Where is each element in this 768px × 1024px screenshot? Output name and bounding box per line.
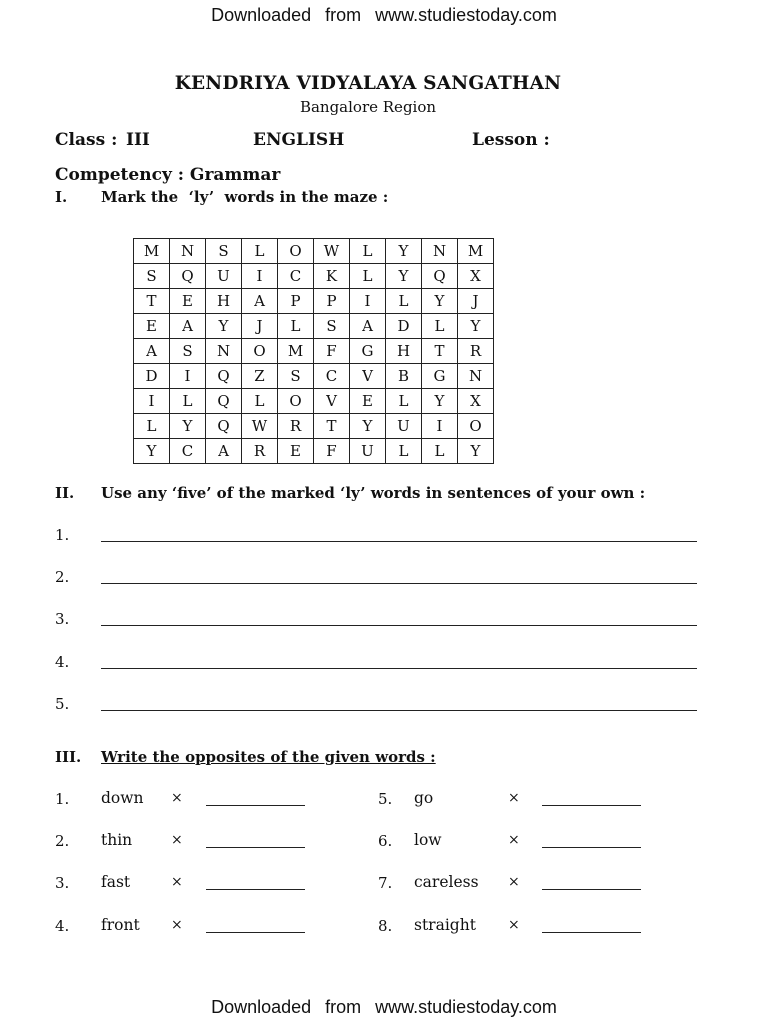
- opposite-number: 6.: [378, 832, 393, 850]
- maze-cell[interactable]: Y: [458, 314, 494, 339]
- opposite-answer-line[interactable]: [206, 847, 305, 848]
- maze-cell[interactable]: I: [422, 414, 458, 439]
- maze-cell[interactable]: Y: [386, 264, 422, 289]
- opposite-number: 8.: [378, 917, 393, 935]
- opposite-answer-line[interactable]: [542, 847, 641, 848]
- maze-cell[interactable]: M: [458, 239, 494, 264]
- word-maze: [133, 238, 494, 464]
- maze-cell[interactable]: X: [458, 389, 494, 414]
- maze-cell[interactable]: W: [314, 239, 350, 264]
- maze-cell[interactable]: P: [314, 289, 350, 314]
- answer-line[interactable]: [101, 710, 697, 711]
- q3-text: Write the opposites of the given words :: [101, 748, 436, 766]
- opposite-word: straight: [414, 916, 476, 934]
- opposite-word: careless: [414, 873, 479, 891]
- maze-row: [134, 389, 494, 414]
- maze-cell[interactable]: Y: [134, 439, 170, 464]
- answer-line[interactable]: [101, 668, 697, 669]
- maze-cell[interactable]: Y: [422, 289, 458, 314]
- maze-cell[interactable]: I: [170, 364, 206, 389]
- maze-cell[interactable]: Q: [206, 389, 242, 414]
- q2-line-number: 3.: [55, 610, 70, 628]
- watermark-from: from: [325, 997, 362, 1017]
- maze-row: [134, 239, 494, 264]
- maze-cell[interactable]: U: [350, 439, 386, 464]
- maze-cell[interactable]: N: [206, 339, 242, 364]
- maze-cell[interactable]: N: [170, 239, 206, 264]
- maze-cell[interactable]: F: [314, 439, 350, 464]
- times-symbol: ×: [508, 832, 520, 848]
- maze-cell[interactable]: B: [386, 364, 422, 389]
- maze-cell[interactable]: R: [242, 439, 278, 464]
- opposite-word: down: [101, 789, 144, 807]
- watermark-site: www.studiestoday.com: [375, 997, 557, 1017]
- maze-cell[interactable]: O: [278, 389, 314, 414]
- opposite-answer-line[interactable]: [206, 805, 305, 806]
- maze-cell[interactable]: H: [206, 289, 242, 314]
- opposite-answer-line[interactable]: [542, 805, 641, 806]
- maze-cell[interactable]: W: [242, 414, 278, 439]
- maze-cell[interactable]: U: [386, 414, 422, 439]
- maze-row: [134, 364, 494, 389]
- maze-cell[interactable]: V: [314, 389, 350, 414]
- maze-cell[interactable]: O: [242, 339, 278, 364]
- maze-cell[interactable]: L: [134, 414, 170, 439]
- opposite-number: 2.: [55, 832, 70, 850]
- maze-cell[interactable]: G: [422, 364, 458, 389]
- q1-number: I.: [55, 188, 68, 206]
- maze-cell[interactable]: T: [134, 289, 170, 314]
- maze-cell[interactable]: Y: [386, 239, 422, 264]
- maze-cell[interactable]: L: [242, 389, 278, 414]
- maze-cell[interactable]: D: [134, 364, 170, 389]
- maze-cell[interactable]: I: [350, 289, 386, 314]
- maze-cell[interactable]: S: [278, 364, 314, 389]
- maze-cell[interactable]: Y: [206, 314, 242, 339]
- maze-cell[interactable]: Q: [206, 364, 242, 389]
- maze-cell[interactable]: A: [350, 314, 386, 339]
- maze-cell[interactable]: O: [278, 239, 314, 264]
- maze-cell[interactable]: P: [278, 289, 314, 314]
- competency-heading: Competency : Grammar: [55, 165, 281, 185]
- opposite-word: go: [414, 789, 434, 807]
- maze-cell[interactable]: Y: [458, 439, 494, 464]
- times-symbol: ×: [171, 917, 183, 933]
- maze-cell[interactable]: J: [242, 314, 278, 339]
- watermark-word: Downloaded: [211, 997, 312, 1017]
- maze-cell[interactable]: Y: [422, 389, 458, 414]
- maze-cell[interactable]: M: [278, 339, 314, 364]
- maze-cell[interactable]: R: [458, 339, 494, 364]
- opposite-answer-line[interactable]: [542, 889, 641, 890]
- maze-cell[interactable]: A: [206, 439, 242, 464]
- opposite-word: fast: [101, 873, 131, 891]
- q1-text: Mark the ‘ly’ words in the maze :: [101, 188, 389, 206]
- maze-cell[interactable]: J: [458, 289, 494, 314]
- opposite-word: front: [101, 916, 140, 934]
- maze-cell[interactable]: Q: [206, 414, 242, 439]
- q2-line-number: 4.: [55, 653, 70, 671]
- maze-cell[interactable]: D: [386, 314, 422, 339]
- class-value: III: [126, 130, 150, 150]
- maze-cell[interactable]: Y: [170, 414, 206, 439]
- watermark-word: Downloaded: [211, 5, 312, 25]
- times-symbol: ×: [171, 874, 183, 890]
- q2-text: Use any ‘five’ of the marked ‘ly’ words in sentences of your own :: [101, 484, 646, 502]
- maze-cell[interactable]: S: [314, 314, 350, 339]
- q2-number: II.: [55, 484, 75, 502]
- maze-cell[interactable]: E: [170, 289, 206, 314]
- maze-cell[interactable]: N: [458, 364, 494, 389]
- maze-cell[interactable]: Z: [242, 364, 278, 389]
- maze-cell[interactable]: G: [350, 339, 386, 364]
- opposite-number: 7.: [378, 874, 393, 892]
- maze-cell[interactable]: L: [278, 314, 314, 339]
- answer-line[interactable]: [101, 583, 697, 584]
- maze-cell[interactable]: R: [278, 414, 314, 439]
- maze-cell[interactable]: O: [458, 414, 494, 439]
- region-subtitle: Bangalore Region: [299, 98, 437, 116]
- maze-cell[interactable]: L: [170, 389, 206, 414]
- maze-cell[interactable]: Y: [350, 414, 386, 439]
- maze-cell[interactable]: S: [206, 239, 242, 264]
- maze-row: [134, 439, 494, 464]
- q2-line-number: 1.: [55, 526, 70, 544]
- maze-cell[interactable]: A: [170, 314, 206, 339]
- times-symbol: ×: [508, 790, 520, 806]
- maze-cell[interactable]: T: [422, 339, 458, 364]
- opposite-number: 4.: [55, 917, 70, 935]
- maze-row: [134, 289, 494, 314]
- maze-cell[interactable]: S: [134, 264, 170, 289]
- maze-cell[interactable]: L: [422, 439, 458, 464]
- opposite-word: thin: [101, 831, 133, 849]
- maze-cell[interactable]: T: [314, 414, 350, 439]
- maze-cell[interactable]: C: [278, 264, 314, 289]
- maze-cell[interactable]: A: [242, 289, 278, 314]
- bottom-watermark: [0, 997, 768, 1018]
- class-label: Class :: [55, 130, 118, 150]
- maze-cell[interactable]: E: [134, 314, 170, 339]
- opposite-word: low: [414, 831, 442, 849]
- watermark-from: from: [325, 5, 362, 25]
- org-title: KENDRIYA VIDYALAYA SANGATHAN: [174, 73, 562, 94]
- maze-cell[interactable]: E: [350, 389, 386, 414]
- maze-cell[interactable]: Q: [170, 264, 206, 289]
- opposite-number: 1.: [55, 790, 70, 808]
- maze-cell[interactable]: K: [314, 264, 350, 289]
- maze-cell[interactable]: V: [350, 364, 386, 389]
- maze-row: [134, 339, 494, 364]
- maze-cell[interactable]: I: [134, 389, 170, 414]
- maze-cell[interactable]: L: [422, 314, 458, 339]
- watermark-site: www.studiestoday.com: [375, 5, 557, 25]
- maze-row: [134, 414, 494, 439]
- maze-cell[interactable]: L: [386, 289, 422, 314]
- opposite-answer-line[interactable]: [206, 932, 305, 933]
- opposite-number: 5.: [378, 790, 393, 808]
- q2-line-number: 5.: [55, 695, 70, 713]
- maze-cell[interactable]: C: [314, 364, 350, 389]
- maze-cell[interactable]: C: [170, 439, 206, 464]
- maze-cell[interactable]: L: [350, 239, 386, 264]
- lesson-label: Lesson :: [472, 130, 550, 150]
- answer-line[interactable]: [101, 541, 697, 542]
- maze-row: [134, 314, 494, 339]
- maze-cell[interactable]: L: [350, 264, 386, 289]
- opposite-number: 3.: [55, 874, 70, 892]
- maze-cell[interactable]: N: [422, 239, 458, 264]
- maze-cell[interactable]: H: [386, 339, 422, 364]
- maze-cell[interactable]: Q: [422, 264, 458, 289]
- maze-cell[interactable]: S: [170, 339, 206, 364]
- opposite-answer-line[interactable]: [542, 932, 641, 933]
- maze-cell[interactable]: L: [242, 239, 278, 264]
- q3-number: III.: [55, 748, 82, 766]
- maze-cell[interactable]: I: [242, 264, 278, 289]
- maze-cell[interactable]: F: [314, 339, 350, 364]
- answer-line[interactable]: [101, 625, 697, 626]
- times-symbol: ×: [508, 917, 520, 933]
- maze-cell[interactable]: A: [134, 339, 170, 364]
- subject-label: ENGLISH: [253, 130, 345, 150]
- times-symbol: ×: [508, 874, 520, 890]
- maze-row: [134, 264, 494, 289]
- opposite-answer-line[interactable]: [206, 889, 305, 890]
- times-symbol: ×: [171, 832, 183, 848]
- maze-cell[interactable]: U: [206, 264, 242, 289]
- q2-line-number: 2.: [55, 568, 70, 586]
- maze-cell[interactable]: X: [458, 264, 494, 289]
- maze-cell[interactable]: M: [134, 239, 170, 264]
- top-watermark: [0, 5, 768, 26]
- maze-cell[interactable]: E: [278, 439, 314, 464]
- maze-cell[interactable]: L: [386, 439, 422, 464]
- times-symbol: ×: [171, 790, 183, 806]
- maze-cell[interactable]: L: [386, 389, 422, 414]
